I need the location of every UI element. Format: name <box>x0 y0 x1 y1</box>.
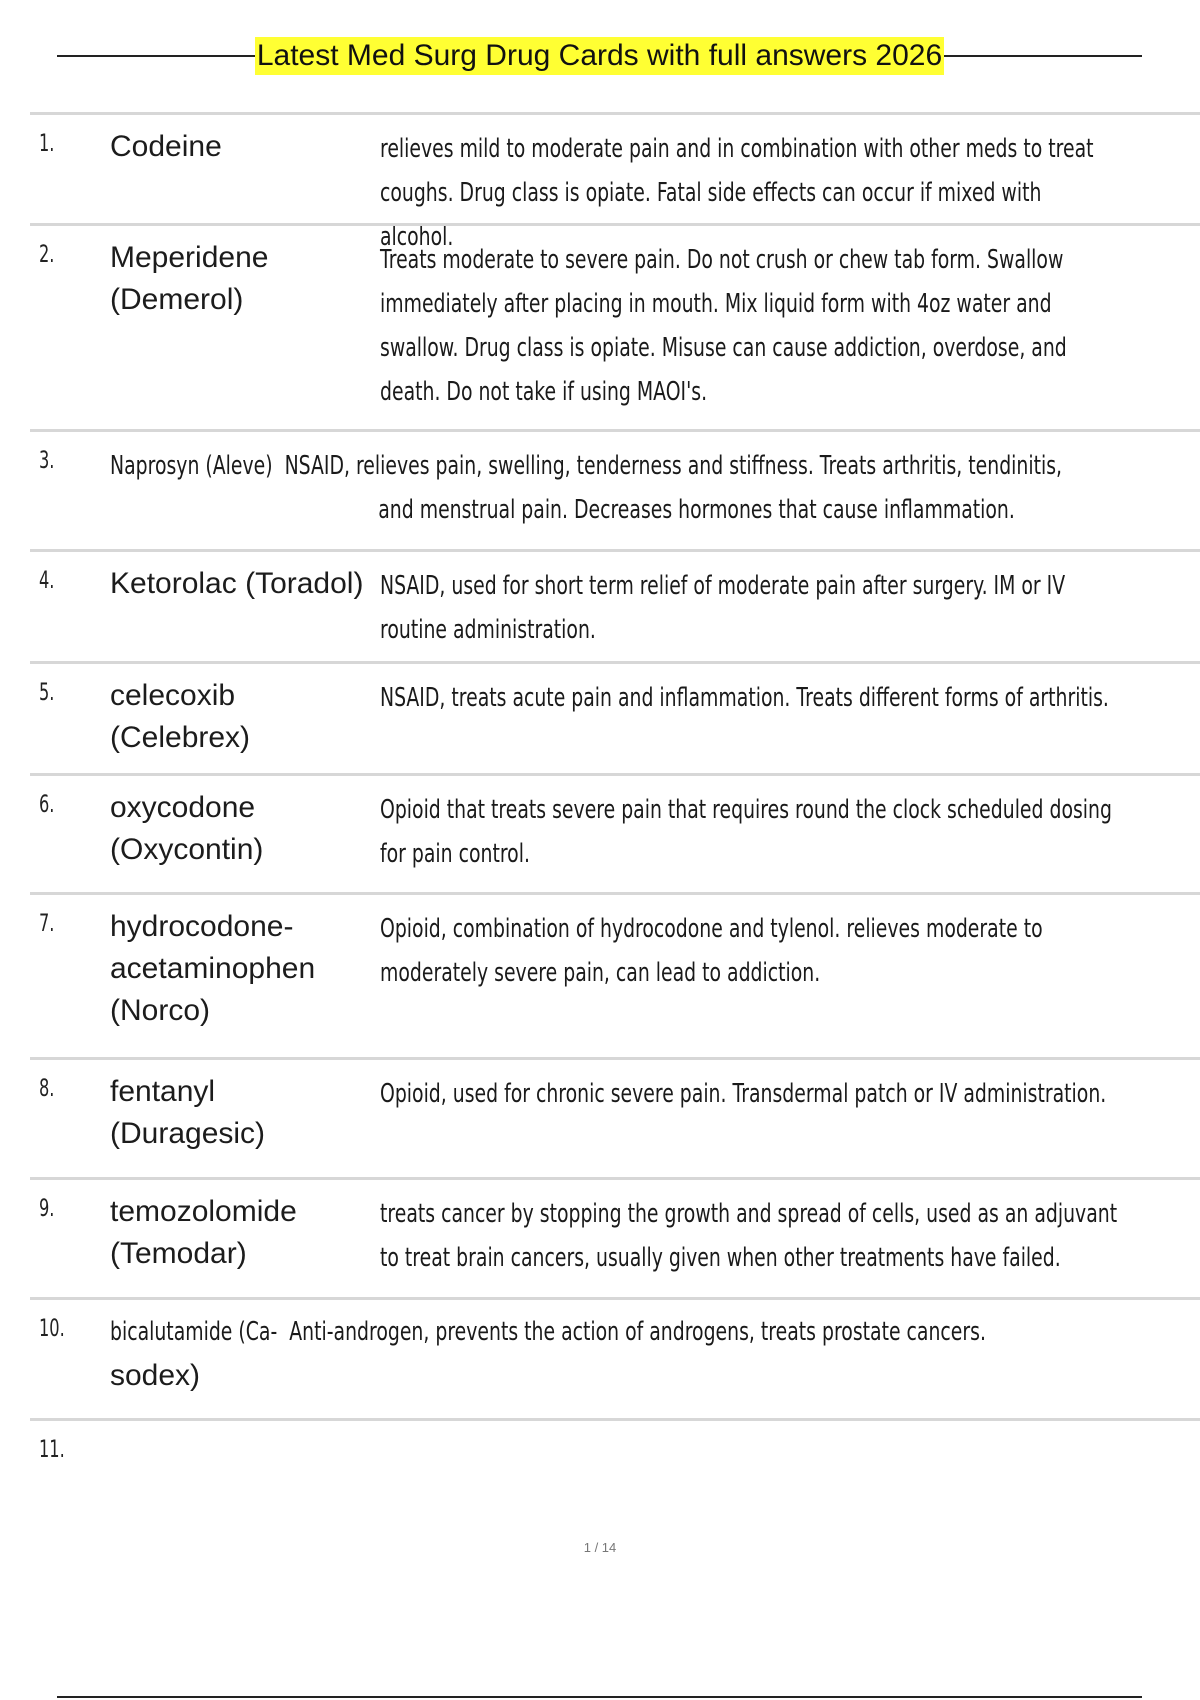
card-row <box>30 112 1200 252</box>
card-number: 8. <box>39 1074 55 1102</box>
card-row <box>30 1177 1200 1297</box>
card-number: 3. <box>39 446 55 474</box>
card-description: Opioid, used for chronic severe pain. Transdermal patch or IV administration. <box>380 1079 1107 1109</box>
card-description: Opioid that treats severe pain that requires round the clock scheduled dosing for pain control. <box>380 795 1112 869</box>
card-term: Ketorolac (Toradol) <box>110 567 364 600</box>
card-term: Meperidene (Demerol) <box>110 241 269 316</box>
card-row <box>30 1057 1200 1177</box>
card-term-line-2: sodex) <box>110 1359 201 1392</box>
card-row <box>30 892 1200 1057</box>
card-term: Codeine <box>110 130 222 163</box>
card-row <box>30 549 1200 661</box>
card-description: Treats moderate to severe pain. Do not crush or chew tab form. Swallow immediately after placing in mouth. Mix liquid form with 4oz water and swallow. Drug class is opiate. Misuse can cause addiction, overdose, and death. Do not take if using MAOI's. <box>380 245 1067 407</box>
card-description: NSAID, used for short term relief of moderate pain after surgery. IM or IV routine administration. <box>380 571 1066 645</box>
title-rule-right <box>944 55 1142 57</box>
card-description-line-1: NSAID, relieves pain, swelling, tenderness and stiffness. Treats arthritis, tendinitis, <box>284 451 1063 481</box>
card-description-line-2: and menstrual pain. Decreases hormones that cause inflammation. <box>378 495 1015 525</box>
page-number: 1 / 14 <box>583 1540 617 1555</box>
card-description: Opioid, combination of hydrocodone and tylenol. relieves moderate to moderately severe pain, can lead to addiction. <box>380 914 1043 988</box>
card-number: 9. <box>39 1194 55 1222</box>
card-description <box>110 1310 1176 1354</box>
title-rule-left <box>57 55 255 57</box>
card-term: temozolomide (Temodar) <box>110 1195 297 1270</box>
card-term: fentanyl (Duragesic) <box>110 1075 266 1150</box>
card-description-text: Anti-androgen, prevents the action of androgens, treats prostate cancers. <box>289 1317 986 1347</box>
card-number: 10. <box>39 1314 65 1342</box>
title-bar <box>57 34 1142 78</box>
card-row <box>30 773 1200 892</box>
card-number: 1. <box>39 129 55 157</box>
card-term: oxycodone (Oxycontin) <box>110 791 264 866</box>
card-description: treats cancer by stopping the growth and spread of cells, used as an adjuvant to treat brain cancers, usually given when other treatments have failed. <box>380 1199 1118 1273</box>
card-term: hydrocodone-acetaminophen (Norco) <box>110 910 316 1027</box>
card-number: 2. <box>39 240 55 268</box>
card-number: 5. <box>39 678 55 706</box>
page-title: Latest Med Surg Drug Cards with full answers 2026 <box>255 37 944 75</box>
card-number: 4. <box>39 566 55 594</box>
card-term: Naprosyn (Aleve) <box>110 451 273 481</box>
card-row <box>30 661 1200 773</box>
card-number: 11. <box>39 1435 65 1463</box>
card-term-line-1: bicalutamide (Ca- <box>110 1317 278 1347</box>
card-row <box>30 1418 1200 1498</box>
card-description: NSAID, treats acute pain and inflammation. Treats different forms of arthritis. <box>380 683 1109 713</box>
card-number: 7. <box>39 909 55 937</box>
card-description <box>110 444 1176 532</box>
footer-rule <box>57 1696 1142 1698</box>
card-description: relieves mild to moderate pain and in combination with other meds to treat coughs. Drug class is opiate. Fatal side effects can occur if mixed with alcohol. <box>380 134 1094 252</box>
card-number: 6. <box>39 790 55 818</box>
card-row <box>30 1297 1200 1418</box>
drug-card-table <box>30 112 1200 1498</box>
card-term: celecoxib (Celebrex) <box>110 679 251 754</box>
card-row <box>30 429 1200 549</box>
card-row <box>30 223 1200 429</box>
